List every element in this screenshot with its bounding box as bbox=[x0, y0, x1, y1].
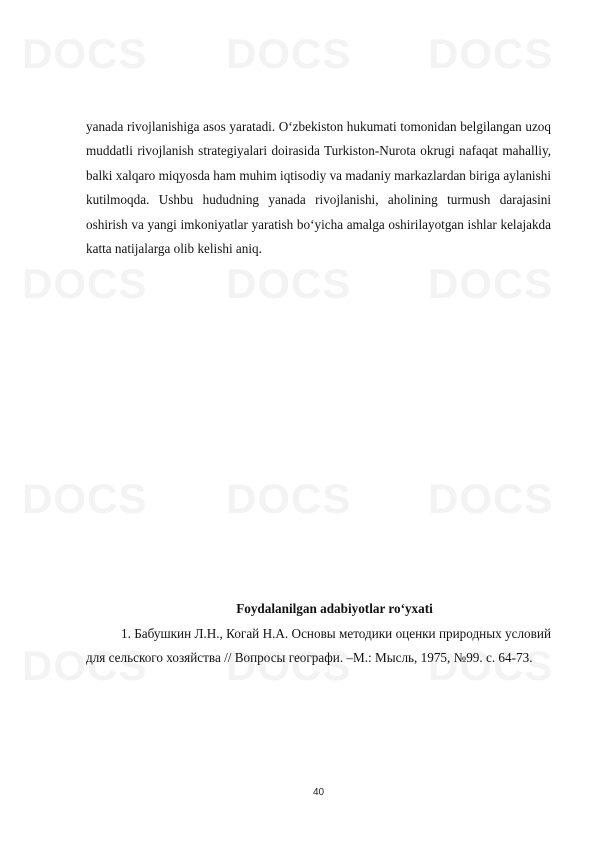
page-number: 40 bbox=[312, 787, 325, 798]
watermark-text bbox=[22, 30, 147, 78]
watermark-text bbox=[22, 260, 147, 308]
watermark-text bbox=[428, 30, 553, 78]
watermark-text bbox=[428, 475, 553, 523]
watermark-text bbox=[428, 260, 553, 308]
references-heading: Foydalanilgan adabiyotlar ro‘yxati bbox=[236, 601, 433, 616]
body-paragraph: yanada rivojlanishiga asos yaratadi. O‘zbekiston hukumati tomonidan belgilangan uzoq muddatli rivojlanish strategiyalari doirasida Turkiston-Nurota okrugi nafaqat mahalliy, balki xalqaro miqyosda ham muhim iqtisodiy va madaniy markazlardan biriga aylanishi kutilmoqda. Ushbu hududning yanada rivojlanishi, aholining turmush darajasini oshirish va yangi imkoniyatlar yaratish bo‘yicha amalga oshirilayotgan ishlar kelajakda katta natijalarga olib kelishi aniq. bbox=[86, 119, 551, 257]
watermark-text bbox=[226, 260, 351, 308]
reference-item: 1. Бабушкин Л.Н., Когай Н.А. Основы методики оценки природных условий для сельского хозяйства // Вопросы географи. –М.: Мысль, 1975, №99. с. 64-73. bbox=[86, 626, 551, 666]
watermark-text bbox=[22, 475, 147, 523]
watermark-text bbox=[226, 30, 351, 78]
watermark-text bbox=[226, 475, 351, 523]
